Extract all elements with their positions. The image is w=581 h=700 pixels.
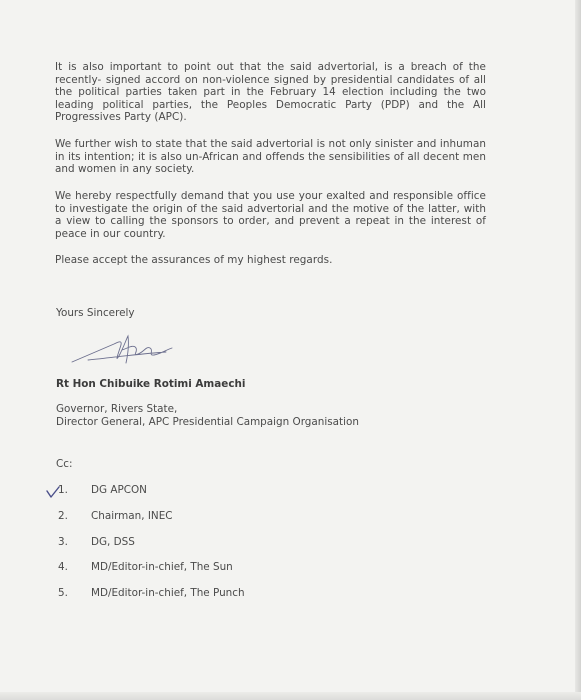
cc-item-name: DG, DSS <box>91 536 135 548</box>
body-paragraph-2: We further wish to state that the said advertorial is not only sinister and inhuman in its intention; it is also un-African and offends the sensibilities of all decent men and women in any society. <box>55 138 486 176</box>
signatory-title-1: Governor, Rivers State, <box>56 403 178 415</box>
cc-item-number: 2. <box>58 510 68 522</box>
handwritten-signature <box>68 330 178 370</box>
cc-item-number: 3. <box>58 536 68 548</box>
cc-item-name: MD/Editor-in-chief, The Punch <box>91 587 245 599</box>
closing-salutation: Yours Sincerely <box>56 307 135 319</box>
body-paragraph-3: We hereby respectfully demand that you use your exalted and responsible office to investigate the origin of the said advertorial and the motive of the latter, with a view to calling the sponsors to order, and prevent a repeat in the interest of peace in our country. <box>55 190 486 240</box>
body-paragraph-4: Please accept the assurances of my highest regards. <box>55 254 333 266</box>
cc-list-item <box>58 587 245 599</box>
cc-list-item <box>58 536 135 548</box>
body-paragraph-1: It is also important to point out that the said advertorial, is a breach of the recently- signed accord on non-violence signed by presidential candidates of all the political parties taken part in the February 14 election including the two leading political parties, the Peoples Democratic Party (PDP) and the All Progressives Party (APC). <box>55 61 486 124</box>
cc-label: Cc: <box>56 458 73 470</box>
cc-item-name: MD/Editor-in-chief, The Sun <box>91 561 233 573</box>
cc-item-number: 5. <box>58 587 68 599</box>
scan-edge-bottom <box>0 692 581 700</box>
signatory-title-2: Director General, APC Presidential Campaign Organisation <box>56 416 359 428</box>
signatory-name: Rt Hon Chibuike Rotimi Amaechi <box>56 378 246 390</box>
cc-list-item <box>58 561 233 573</box>
cc-item-number: 4. <box>58 561 68 573</box>
scan-edge-right <box>575 0 581 700</box>
cc-list-item <box>58 484 147 496</box>
cc-item-number: 1. <box>58 484 68 496</box>
cc-item-name: DG APCON <box>91 484 147 496</box>
cc-item-name: Chairman, INEC <box>91 510 173 522</box>
cc-list-item <box>58 510 173 522</box>
